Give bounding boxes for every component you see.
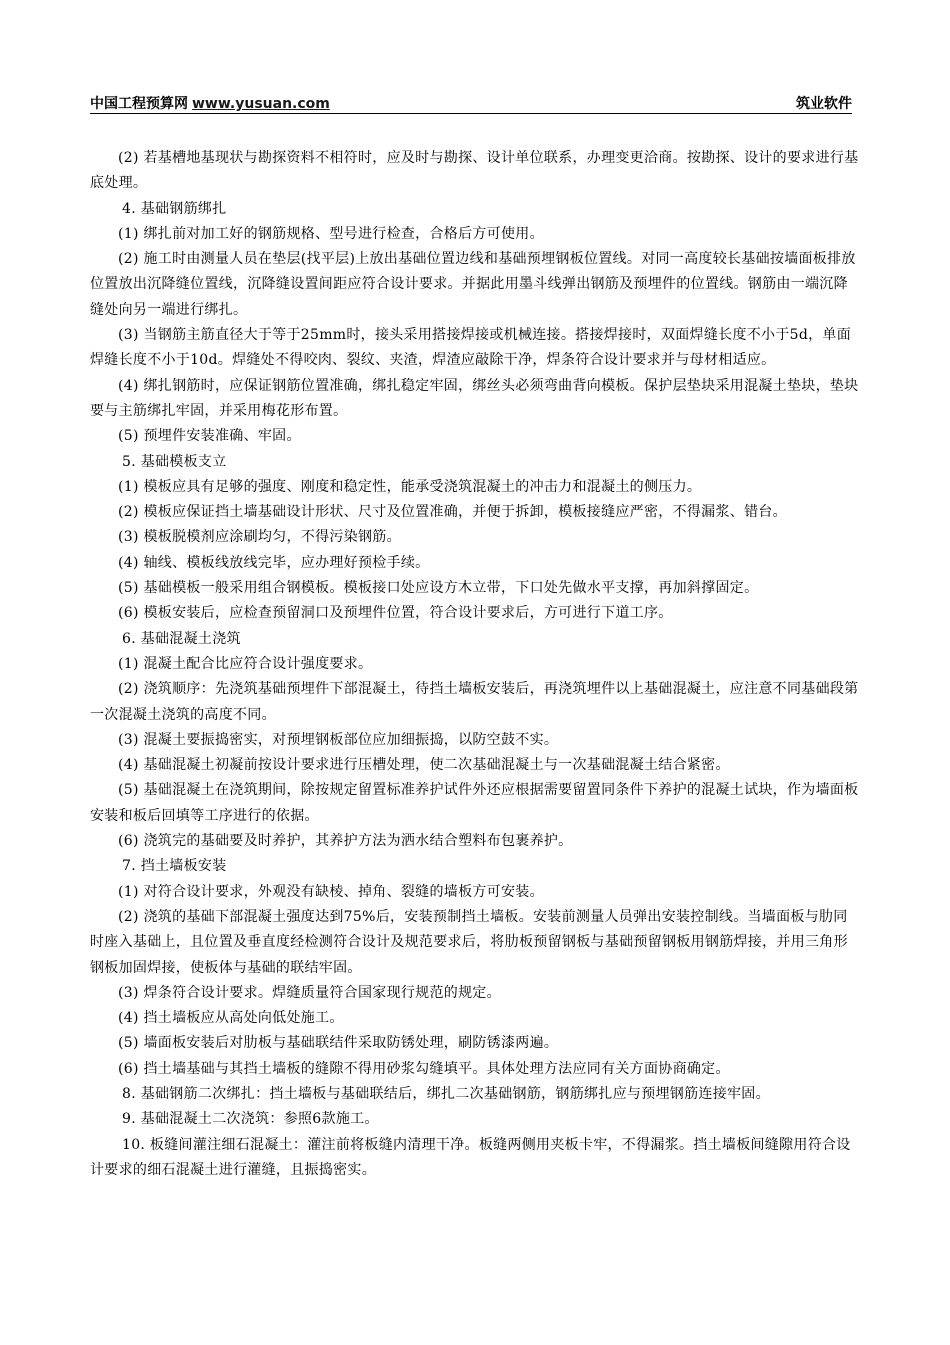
page-header	[90, 93, 852, 114]
site-url-link[interactable]: www.yusuan.com	[192, 96, 330, 112]
paragraph: (1) 对符合设计要求，外观没有缺棱、掉角、裂缝的墙板方可安装。	[118, 883, 544, 900]
paragraph: (2) 施工时由测量人员在垫层(找平层)上放出基础位置边线和基础预埋钢板位置线。对同一高度较长基础按墙面板排放位置放出沉降缝位置线，沉降缝设置间距应符合设计要求。并据此用墨斗线弹出钢筋及预埋件的位置线。钢筋由一端沉降缝处向另一端进行绑扎。	[90, 251, 856, 318]
document-body	[90, 146, 860, 1183]
header-brand: 筑业软件	[796, 96, 852, 112]
paragraph: (3) 模板脱模剂应涂刷均匀，不得污染钢筋。	[118, 529, 401, 546]
header-site	[90, 93, 330, 113]
paragraph: (1) 绑扎前对加工好的钢筋规格、型号进行检查，合格后方可使用。	[118, 225, 544, 242]
paragraph: (5) 基础混凝土在浇筑期间，除按规定留置标准养护试件外还应根据需要留置同条件下养护的混凝土试块，作为墙面板安装和板后回填等工序进行的依据。	[90, 782, 859, 824]
paragraph: (2) 浇筑顺序：先浇筑基础预埋件下部混凝土，待挡土墙板安装后，再浇筑埋件以上基础混凝土，应注意不同基础段第一次混凝土浇筑的高度不同。	[90, 681, 859, 723]
paragraph: (4) 基础混凝土初凝前按设计要求进行压槽处理，使二次基础混凝土与一次基础混凝土结合紧密。	[118, 757, 730, 774]
section-heading: 5. 基础模板支立	[122, 453, 227, 470]
section-heading: 7. 挡土墙板安装	[122, 858, 227, 875]
site-name: 中国工程预算网	[90, 96, 188, 112]
paragraph: (3) 焊条符合设计要求。焊缝质量符合国家现行规范的规定。	[118, 984, 501, 1001]
paragraph: (5) 预埋件安装准确、牢固。	[118, 428, 301, 445]
paragraph: (3) 混凝土要振捣密实，对预埋钢板部位应加细振捣，以防空鼓不实。	[118, 731, 559, 748]
paragraph: (6) 挡土墙基础与其挡土墙板的缝隙不得用砂浆勾缝填平。具体处理方法应同有关方面协商确定。	[118, 1060, 730, 1077]
paragraph: (4) 挡土墙板应从高处向低处施工。	[118, 1010, 344, 1027]
paragraph: (1) 混凝土配合比应符合设计强度要求。	[118, 655, 373, 672]
paragraph: (6) 模板安装后，应检查预留洞口及预埋件位置，符合设计要求后，方可进行下道工序。	[118, 605, 673, 622]
section-heading: 8. 基础钢筋二次绑扎：挡土墙板与基础联结后，绑扎二次基础钢筋，钢筋绑扎应与预埋钢筋连接牢固。	[122, 1085, 770, 1102]
section-heading: 9. 基础混凝土二次浇筑：参照6款施工。	[122, 1111, 379, 1128]
paragraph: (4) 轴线、模板线放线完毕，应办理好预检手续。	[118, 554, 430, 571]
section-heading: 6. 基础混凝土浇筑	[122, 630, 241, 647]
paragraph: (2) 模板应保证挡土墙基础设计形状、尺寸及位置准确，并便于拆卸，模板接缝应严密，不得漏浆、错台。	[118, 504, 787, 521]
section-heading: 10. 板缝间灌注细石混凝土：灌注前将板缝内清理干净。板缝两侧用夹板卡牢，不得漏浆。挡土墙板间缝隙用符合设计要求的细石混凝土进行灌缝，且振捣密实。	[90, 1136, 851, 1178]
paragraph: (5) 墙面板安装后对肋板与基础联结件采取防锈处理，刷防锈漆两遍。	[118, 1035, 559, 1052]
paragraph: (3) 当钢筋主筋直径大于等于25mm时，接头采用搭接焊接或机械连接。搭接焊接时，双面焊缝长度不小于5d，单面焊缝长度不小于10d。焊缝处不得咬肉、裂纹、夹渣，焊渣应敲除干净，焊条符合设计要求并与母材相适应。	[90, 327, 852, 369]
paragraph: (1) 模板应具有足够的强度、刚度和稳定性，能承受浇筑混凝土的冲击力和混凝土的侧压力。	[118, 478, 702, 495]
paragraph: (5) 基础模板一般采用组合钢模板。模板接口处应设方木立带，下口处先做水平支撑，再加斜撑固定。	[118, 580, 759, 597]
paragraph: (4) 绑扎钢筋时，应保证钢筋位置准确，绑扎稳定牢固，绑丝头必须弯曲背向模板。保护层垫块采用混凝土垫块，垫块要与主筋绑扎牢固，并采用梅花形布置。	[90, 377, 859, 419]
paragraph: (2) 若基槽地基现状与勘探资料不相符时，应及时与勘探、设计单位联系，办理变更洽商。按勘探、设计的要求进行基底处理。	[90, 150, 859, 192]
paragraph: (2) 浇筑的基础下部混凝土强度达到75%后，安装预制挡土墙板。安装前测量人员弹出安装控制线。当墙面板与肋同时座入基础上，且位置及垂直度经检测符合设计及规范要求后，将肋板预留钢板与基础预留钢板用钢筋焊接，并用三角形钢板加固焊接，使板体与基础的联结牢固。	[90, 908, 848, 976]
section-heading: 4. 基础钢筋绑扎	[122, 200, 227, 217]
paragraph: (6) 浇筑完的基础要及时养护，其养护方法为洒水结合塑料布包裹养护。	[118, 833, 573, 850]
